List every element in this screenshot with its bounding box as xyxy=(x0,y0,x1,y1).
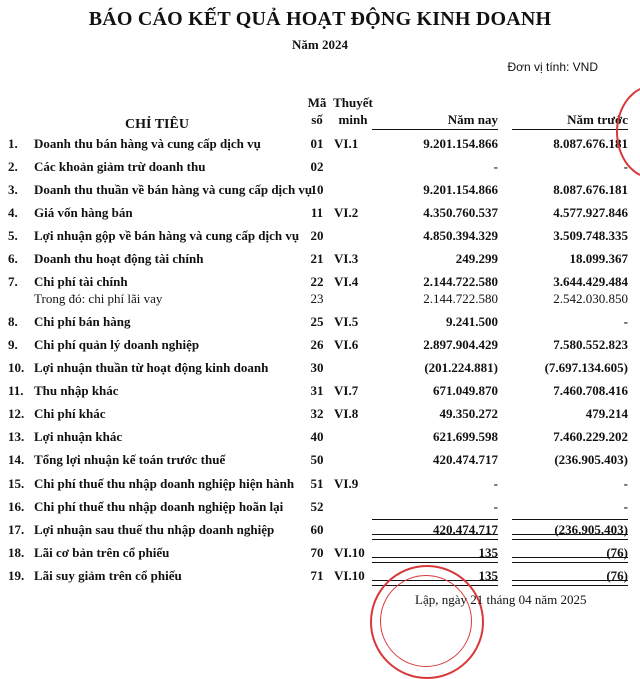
row-label: Lợi nhuận sau thuế thu nhập doanh nghiệp xyxy=(34,522,275,537)
column-header-nam-truoc: Năm trước xyxy=(512,112,628,130)
table-row xyxy=(0,383,640,405)
row-number: 6. xyxy=(8,251,18,266)
row-code: 32 xyxy=(310,406,324,421)
subtotal-line-current xyxy=(372,519,498,520)
row-value-current: 621.699.598 xyxy=(433,429,498,444)
table-row xyxy=(0,452,640,474)
row-label: Lãi cơ bản trên cổ phiếu xyxy=(34,545,170,560)
row-value-current: 249.299 xyxy=(455,251,498,266)
row-number: 15. xyxy=(8,476,25,491)
table-row xyxy=(0,522,640,544)
row-note: VI.6 xyxy=(334,337,359,352)
column-header-thuyet-minh xyxy=(332,94,374,128)
row-label: Doanh thu thuần về bán hàng và cung cấp dịch vụ xyxy=(34,182,313,197)
row-code: 30 xyxy=(310,360,324,375)
row-number: 11. xyxy=(8,383,24,398)
row-note: VI.4 xyxy=(334,274,359,289)
row-value-previous: 7.460.708.416 xyxy=(553,383,628,398)
row-value-previous: 4.577.927.846 xyxy=(553,205,628,220)
row-value-current: 9.201.154.866 xyxy=(423,136,498,151)
table-row xyxy=(0,568,640,590)
row-label: Doanh thu hoạt động tài chính xyxy=(34,251,204,266)
row-value-previous: 8.087.676.181 xyxy=(553,136,628,151)
table-row xyxy=(0,499,640,521)
row-value-current: 9.241.500 xyxy=(446,314,498,329)
row-code: 21 xyxy=(310,251,324,266)
row-number: 3. xyxy=(8,182,18,197)
table-row xyxy=(0,337,640,359)
row-value-current: 420.474.717 xyxy=(433,452,498,467)
row-number: 1. xyxy=(8,136,18,151)
row-number: 9. xyxy=(8,337,18,352)
ma-so-line2: số xyxy=(311,112,323,127)
row-number: 18. xyxy=(8,545,25,560)
row-value-previous: (76) xyxy=(606,545,628,560)
row-number: 16. xyxy=(8,499,25,514)
row-number: 4. xyxy=(8,205,18,220)
row-value-previous: - xyxy=(623,314,628,329)
row-value-current: 2.144.722.580 xyxy=(423,274,498,289)
table-row xyxy=(0,182,640,204)
row-note: VI.1 xyxy=(334,136,359,151)
column-header-ma-so xyxy=(306,94,328,128)
row-code: 11 xyxy=(310,205,324,220)
table-row xyxy=(0,545,640,567)
row-code: 22 xyxy=(310,274,324,289)
report-title: BÁO CÁO KẾT QUẢ HOẠT ĐỘNG KINH DOANH xyxy=(88,8,552,30)
row-code: 31 xyxy=(310,383,324,398)
row-value-previous: - xyxy=(623,499,628,514)
row-value-current: 135 xyxy=(478,568,498,583)
row-code: 71 xyxy=(310,568,324,583)
row-code: 70 xyxy=(310,545,324,560)
row-value-current: (201.224.881) xyxy=(424,360,498,375)
row-label: Tổng lợi nhuận kế toán trước thuế xyxy=(34,452,226,467)
row-value-current: 671.049.870 xyxy=(433,383,498,398)
table-row xyxy=(0,159,640,181)
row-number: 12. xyxy=(8,406,25,421)
row-label: Chi phí tài chính xyxy=(34,274,128,289)
row-number: 8. xyxy=(8,314,18,329)
row-code: 10 xyxy=(310,182,324,197)
row-value-current: 135 xyxy=(478,545,498,560)
row-value-current: 9.201.154.866 xyxy=(423,182,498,197)
row-code: 52 xyxy=(310,499,324,514)
row-label: Chi phí khác xyxy=(34,406,106,421)
column-header-nam-nay: Năm nay xyxy=(372,112,498,130)
row-note: VI.2 xyxy=(334,205,359,220)
row-code: 01 xyxy=(310,136,324,151)
row-label: Chi phí bán hàng xyxy=(34,314,131,329)
row-label: Lợi nhuận gộp về bán hàng và cung cấp dịch vụ xyxy=(34,228,300,243)
row-label: Lợi nhuận thuần từ hoạt động kinh doanh xyxy=(34,360,269,375)
row-label: Chi phí thuế thu nhập doanh nghiệp hoãn lại xyxy=(34,499,284,514)
row-code: 20 xyxy=(310,228,324,243)
row-value-current: - xyxy=(493,476,498,491)
double-line-current-60 xyxy=(372,534,498,540)
row-value-previous: (7.697.134.605) xyxy=(544,360,628,375)
row-label: Chi phí quản lý doanh nghiệp xyxy=(34,337,200,352)
row-note: VI.9 xyxy=(334,476,359,491)
row-code: 23 xyxy=(310,291,324,306)
currency-unit: Đơn vị tính: VND xyxy=(507,60,598,74)
row-label: Giá vốn hàng bán xyxy=(34,205,133,220)
row-value-previous: (236.905.403) xyxy=(554,452,628,467)
row-value-previous: (236.905.403) xyxy=(554,522,628,537)
row-value-previous: - xyxy=(623,476,628,491)
table-row xyxy=(0,228,640,250)
table-row xyxy=(0,291,640,313)
row-code: 02 xyxy=(310,159,324,174)
double-line-previous-60 xyxy=(512,534,628,540)
row-code: 51 xyxy=(310,476,324,491)
row-value-previous: 8.087.676.181 xyxy=(553,182,628,197)
row-code: 26 xyxy=(310,337,324,352)
row-value-current: 2.144.722.580 xyxy=(423,291,498,306)
row-value-previous: 7.580.552.823 xyxy=(553,337,628,352)
row-value-current: 49.350.272 xyxy=(439,406,498,421)
report-year: Năm 2024 xyxy=(292,37,348,52)
table-row xyxy=(0,429,640,451)
row-value-previous: - xyxy=(623,159,628,174)
row-label: Doanh thu bán hàng và cung cấp dịch vụ xyxy=(34,136,261,151)
row-note: VI.3 xyxy=(334,251,359,266)
row-number: 17. xyxy=(8,522,25,537)
row-code: 50 xyxy=(310,452,324,467)
double-line-current-70 xyxy=(372,557,498,563)
row-label: Chi phí thuế thu nhập doanh nghiệp hiện hành xyxy=(34,476,295,491)
row-value-previous: 18.099.367 xyxy=(569,251,628,266)
row-label: Thu nhập khác xyxy=(34,383,119,398)
row-value-current: 420.474.717 xyxy=(433,522,498,537)
row-code: 25 xyxy=(310,314,324,329)
company-seal-bottom-inner xyxy=(380,575,472,667)
thuyet-minh-line1: Thuyết xyxy=(333,95,373,110)
row-note: VI.5 xyxy=(334,314,359,329)
subtotal-line-previous xyxy=(512,519,628,520)
row-code: 60 xyxy=(310,522,324,537)
thuyet-minh-line2: minh xyxy=(338,112,368,127)
row-label: Các khoản giảm trừ doanh thu xyxy=(34,159,206,174)
row-number: 5. xyxy=(8,228,18,243)
row-label: Lợi nhuận khác xyxy=(34,429,123,444)
table-row xyxy=(0,251,640,273)
row-value-current: - xyxy=(493,499,498,514)
table-row xyxy=(0,136,640,158)
table-row xyxy=(0,205,640,227)
row-value-previous: 479.214 xyxy=(585,406,628,421)
row-value-current: 2.897.904.429 xyxy=(423,337,498,352)
row-number: 10. xyxy=(8,360,25,375)
row-value-previous: 7.460.229.202 xyxy=(553,429,628,444)
row-number: 19. xyxy=(8,568,25,583)
row-note: VI.10 xyxy=(334,545,365,560)
row-label: Lãi suy giảm trên cổ phiếu xyxy=(34,568,182,583)
row-value-current: 4.850.394.329 xyxy=(423,228,498,243)
double-line-previous-70 xyxy=(512,557,628,563)
double-line-previous-71 xyxy=(512,580,628,586)
row-value-previous: 3.644.429.484 xyxy=(553,274,628,289)
column-header-chi-tieu: CHỈ TIÊU xyxy=(125,117,189,132)
row-value-current: - xyxy=(493,159,498,174)
row-number: 7. xyxy=(8,274,18,289)
table-row xyxy=(0,360,640,382)
row-label: Trong đó: chi phí lãi vay xyxy=(34,291,163,306)
row-note: VI.10 xyxy=(334,568,365,583)
row-number: 13. xyxy=(8,429,25,444)
row-value-previous: 2.542.030.850 xyxy=(553,291,628,306)
row-number: 2. xyxy=(8,159,18,174)
row-value-previous: 3.509.748.335 xyxy=(553,228,628,243)
signing-date: Lập, ngày 21 tháng 04 năm 2025 xyxy=(415,592,587,607)
row-number: 14. xyxy=(8,452,25,467)
table-row xyxy=(0,476,640,498)
row-note: VI.8 xyxy=(334,406,359,421)
row-value-current: 4.350.760.537 xyxy=(423,205,498,220)
row-code: 40 xyxy=(310,429,324,444)
table-row xyxy=(0,406,640,428)
ma-so-line1: Mã xyxy=(307,95,327,110)
table-row xyxy=(0,314,640,336)
row-note: VI.7 xyxy=(334,383,359,398)
row-value-previous: (76) xyxy=(606,568,628,583)
